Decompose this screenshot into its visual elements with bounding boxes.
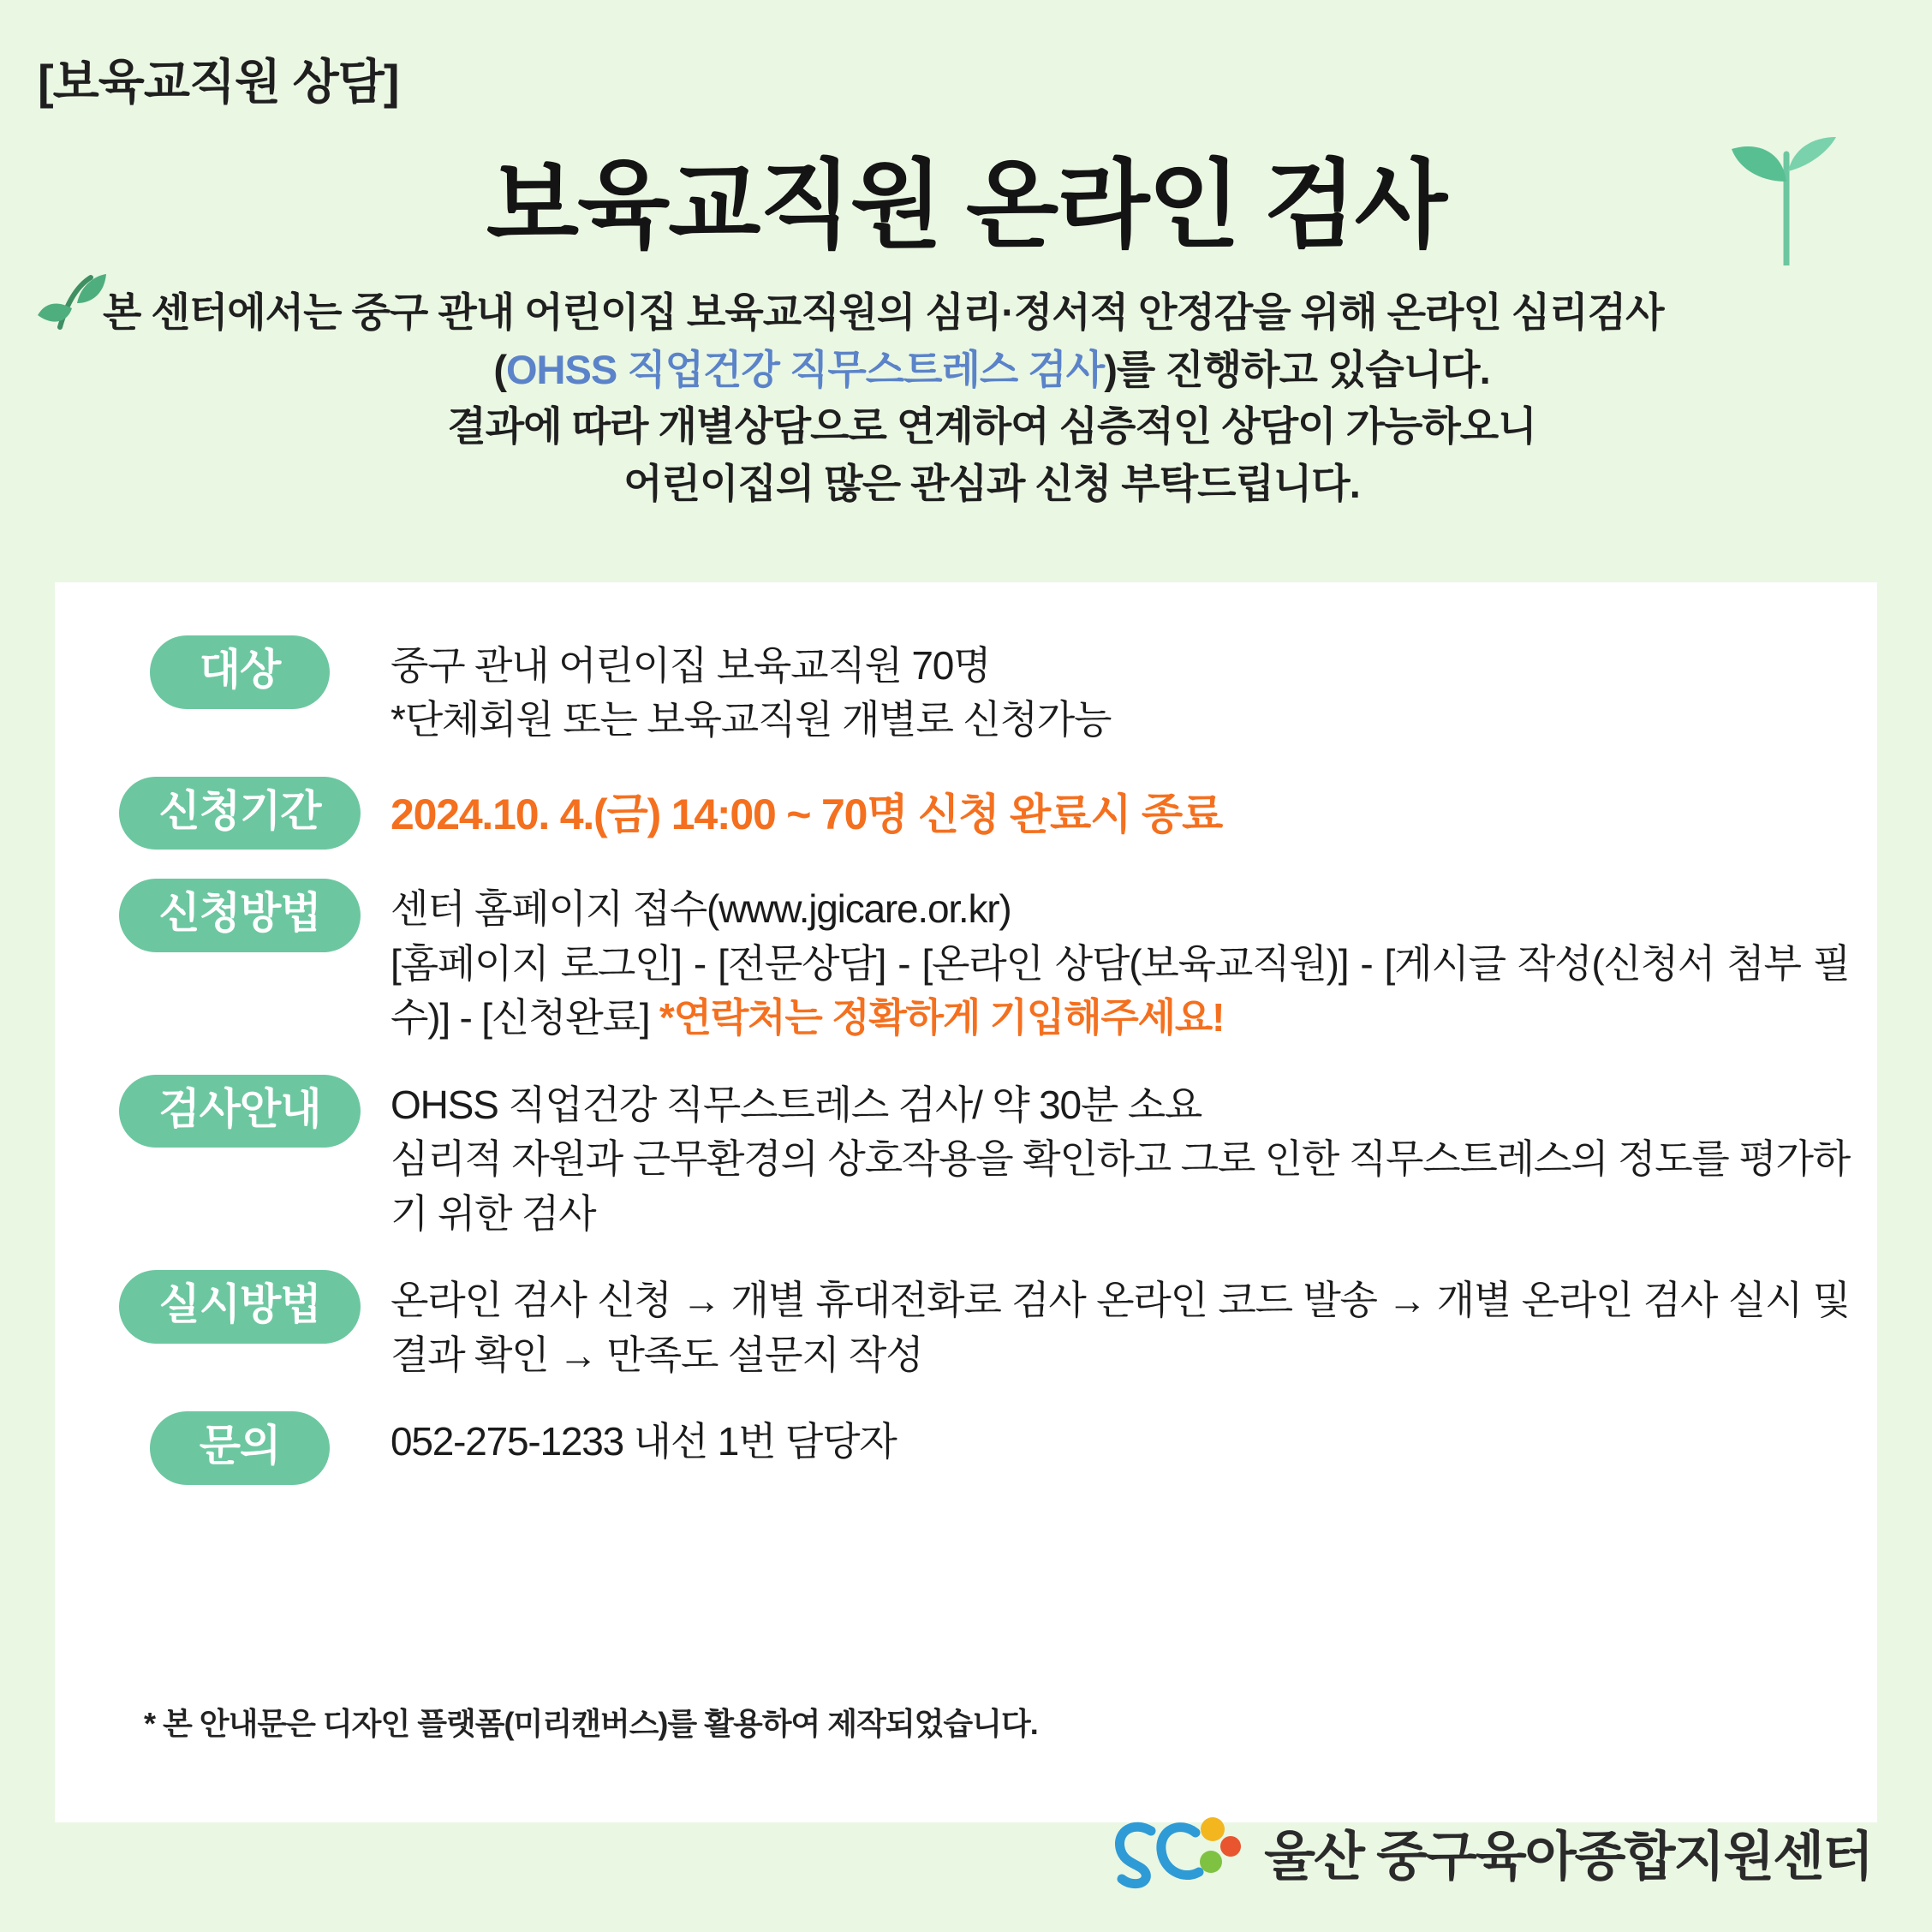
test-info-line-1: OHSS 직업건강 직무스트레스 검사/ 약 30분 소요 (391, 1082, 1202, 1127)
badge-container (89, 1075, 391, 1148)
badge-container (89, 1411, 391, 1485)
how-to-apply-body (391, 879, 1850, 1045)
leaf-small-icon (38, 274, 106, 351)
logo-text: 울산 중구육아종합지원센터 (1264, 1827, 1872, 1887)
test-info-body (391, 1075, 1850, 1241)
info-rows (89, 635, 1850, 1514)
organization-logo (1113, 1812, 1872, 1891)
badge-method: 실시방법 (119, 1270, 360, 1344)
how-to-apply-note: *연락처는 정확하게 기입해주세요! (659, 995, 1225, 1041)
period-text: 2024.10. 4.(금) 14:00 ~ 70명 신청 완료시 종료 (391, 790, 1223, 838)
intro-line-2-pre: ( (493, 346, 506, 392)
badge-container (89, 1270, 391, 1344)
target-line-2: *단체회원 또는 보육교직원 개별로 신청가능 (391, 697, 1112, 742)
intro-line-4: 어린이집의 많은 관심과 신청 부탁드립니다. (623, 461, 1360, 507)
badge-container (89, 777, 391, 850)
badge-test-info: 검사안내 (119, 1075, 360, 1148)
intro-line-1: 본 센터에서는 중구 관내 어린이집 보육교직원의 심리·정서적 안정감을 위해 온라인 심리검사 (103, 289, 1664, 335)
info-row-test-info (89, 1075, 1850, 1241)
contact-body: 052-275-1233 내선 1번 담당자 (391, 1419, 897, 1464)
info-row-contact (89, 1411, 1850, 1485)
target-line-1: 중구 관내 어린이집 보육교직원 70명 (391, 643, 991, 688)
badge-container (89, 879, 391, 952)
period-body (391, 777, 1850, 844)
info-row-target (89, 635, 1850, 748)
how-to-apply-line-2: [홈페이지 로그인] - [전문상담] - [온라인 상담(보육교직원)] - [게시글 작성(신청서 첨부 필수)] - [신청완료] (391, 940, 1850, 1041)
target-body (391, 635, 1850, 748)
badge-contact: 문의 (150, 1411, 330, 1485)
footnote: * 본 안내문은 디자인 플랫폼(미리캔버스)를 활용하여 제작되었습니다. (144, 1706, 1038, 1741)
sc-logo-icon (1113, 1812, 1242, 1891)
intro-test-name: OHSS 직업건강 직무스트레스 검사 (506, 346, 1105, 392)
info-row-how-to-apply (89, 879, 1850, 1045)
intro-line-2-post: )를 진행하고 있습니다. (1104, 346, 1490, 392)
leaf-icon (1726, 137, 1846, 265)
intro-line-3: 결과에 따라 개별상담으로 연계하여 심층적인 상담이 가능하오니 (447, 403, 1536, 450)
page-title: 보육교직원 온라인 검사 (486, 152, 1446, 259)
test-info-line-2: 심리적 자원과 근무환경의 상호작용을 확인하고 그로 인한 직무스트레스의 정도를 평가하기 위한 검사 (391, 1136, 1850, 1236)
bracket-title: [보육교직원 상담] (38, 55, 399, 109)
method-body: 온라인 검사 신청 → 개별 휴대전화로 검사 온라인 코드 발송 → 개별 온라인 검사 실시 및 결과 확인 → 만족도 설문지 작성 (391, 1278, 1850, 1377)
how-to-apply-line-1: 센터 홈페이지 접수(www.jgicare.or.kr) (391, 886, 1011, 932)
info-row-method (89, 1270, 1850, 1382)
intro-paragraph (103, 284, 1881, 513)
badge-container (89, 635, 391, 709)
badge-target: 대상 (150, 635, 330, 709)
intro-line-2 (493, 347, 1489, 392)
info-row-period (89, 777, 1850, 850)
badge-period: 신청기간 (119, 777, 360, 850)
badge-how-to-apply: 신청방법 (119, 879, 360, 952)
info-card (55, 582, 1877, 1822)
